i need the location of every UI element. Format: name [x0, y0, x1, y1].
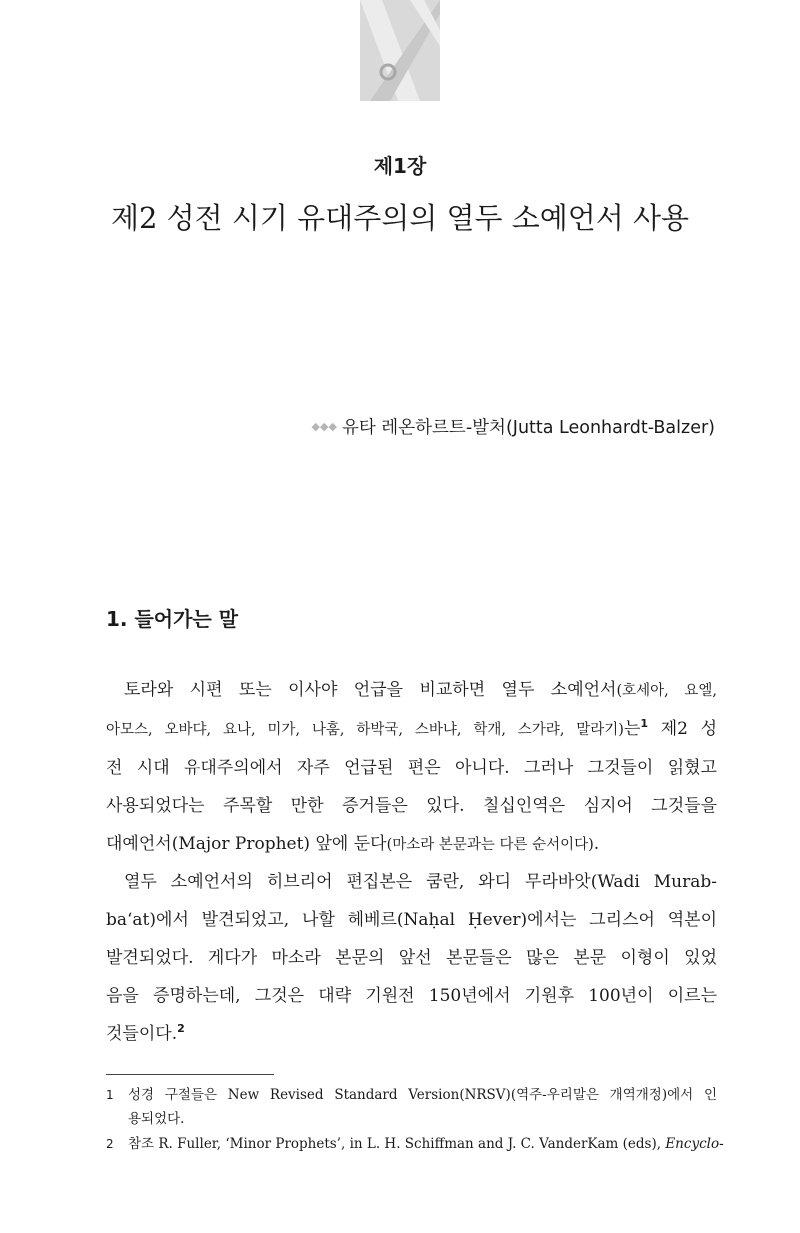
footnote-text: 성경 구절들은 New Revised Standard Version(NRSV)(역주-우리말은 개역개정)에서 인 [128, 1087, 717, 1103]
footnote-text: 용되었다. [128, 1111, 185, 1127]
section-heading: 1. 들어가는 말 [106, 607, 239, 631]
footnote-ref[interactable]: 1 [640, 717, 649, 730]
footnote-number: 1 [106, 1088, 114, 1102]
footnote-ref[interactable]: 2 [177, 1022, 185, 1035]
chapter-title: 제2 성전 시기 유대주의의 열두 소예언서 사용 [110, 201, 689, 235]
body-line: 음을 증명하는데, 그것은 대략 기원전 150년에서 기원후 100년이 이르는 [106, 986, 717, 1006]
author-line [312, 414, 715, 439]
body-line: 아모스, 오바댜, 요나, 미가, 나훔, 하박국, 스바냐, 학개, 스가랴, 말라기)는$^1$ 제2 성 [106, 717, 717, 739]
body-line: 것들이다.$^2$ [106, 1022, 185, 1044]
footnote-text: 참조 R. Fuller, ‘Minor Prophets’, in L. H. Schiffman and J. C. VanderKam (eds), Encyclo- [128, 1136, 724, 1152]
body-line: 대예언서(Major Prophet) 앞에 둔다(마소라 본문과는 다른 순서이다). [106, 834, 600, 854]
footnote-number: 2 [106, 1137, 114, 1151]
footnote-divider [106, 1074, 274, 1075]
footnote [106, 1086, 717, 1104]
body-line: 전 시대 유대주의에서 자주 언급된 편은 아니다. 그러나 그것들이 읽혔고 [106, 758, 717, 778]
emblem-decoration-icon [360, 0, 440, 101]
body-line: 사용되었다는 주목할 만한 증거들은 있다. 칠십인역은 심지어 그것들을 [106, 796, 717, 816]
footnote [106, 1135, 724, 1153]
body-line: ba‘at)에서 발견되었고, 나할 헤베르(Naḥal Ḥever)에서는 그리스어 역본이 [106, 910, 717, 930]
body-line: 토라와 시편 또는 이사야 언급을 비교하면 열두 소예언서(호세아, 요엘, [124, 680, 717, 700]
chapter-emblem [360, 0, 440, 101]
body-line: 발견되었다. 게다가 마소라 본문의 앞선 본문들은 많은 본문 이형이 있었 [106, 948, 717, 968]
diamond-bullets-icon: ◆◆◆ [311, 420, 337, 433]
body-line: 열두 소예언서의 히브리어 편집본은 쿰란, 와디 무라바앗(Wadi Murab- [124, 872, 717, 892]
chapter-number: 제1장 [373, 154, 427, 178]
author-name: 유타 레온하르트-발처(Jutta Leonhardt-Balzer) [341, 418, 715, 438]
footnote-continuation [106, 1110, 717, 1128]
